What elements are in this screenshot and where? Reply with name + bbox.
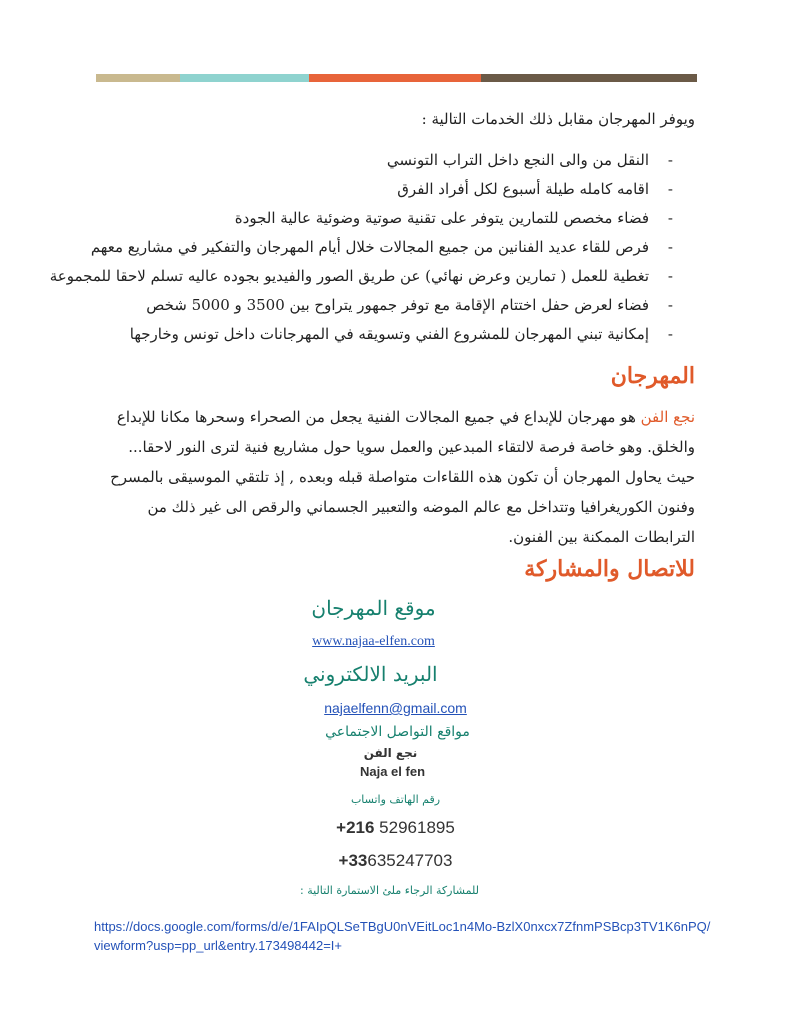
phone-code: +33 — [338, 851, 368, 870]
phone-number-tunisia — [0, 818, 791, 838]
bullet-dash: - — [667, 151, 673, 169]
email-label: البريد الالكتروني — [303, 662, 438, 686]
phone-digits: 635247703 — [367, 851, 453, 870]
phone-code: +216 — [336, 818, 375, 837]
site-label: موقع المهرجان — [311, 596, 436, 620]
phone-label: رقم الهاتف واتساب — [350, 793, 441, 806]
bar-segment-beige — [96, 74, 180, 82]
form-label: للمشاركة الرجاء ملئ الاستمارة التالية : — [300, 884, 479, 897]
bar-segment-teal — [180, 74, 309, 82]
list-item — [95, 292, 695, 321]
bullet-dash: - — [667, 296, 673, 314]
bar-segment-brown — [481, 74, 697, 82]
services-list — [49, 147, 695, 350]
list-item — [95, 205, 695, 234]
brand-name-latin: Naja el fen — [359, 764, 426, 779]
phone-number-france — [0, 851, 791, 871]
bullet-dash: - — [667, 267, 673, 285]
bullet-dash: - — [667, 180, 673, 198]
social-label: مواقع التواصل الاجتماعي — [325, 724, 470, 740]
list-item — [95, 147, 695, 176]
form-link[interactable]: https://docs.google.com/forms/d/e/1FAIpQLSeTBgU0nVEitLoc1n4Mo-BzlX0nxcx7ZfnmPSBcp3TV1K6nPQ/viewform?usp=pp_url&entry.173498442=I+ — [94, 919, 711, 953]
bullet-dash: - — [667, 325, 673, 343]
phone-digits: 52961895 — [374, 818, 455, 837]
bullet-dash: - — [667, 209, 673, 227]
bullet-dash: - — [667, 238, 673, 256]
list-item — [95, 321, 695, 350]
service-text: تغطية للعمل ( تمارين وعرض نهائي) عن طريق الصور والفيديو بجوده عاليه تسلم لاحقا للمجموعة — [49, 267, 649, 285]
bar-segment-orange — [309, 74, 481, 82]
list-item — [95, 176, 695, 205]
site-link[interactable]: www.najaa-elfen.com — [312, 634, 435, 649]
festival-text: هو مهرجان للإبداع في جميع المجالات الفنية يجعل من الصحراء وسحرها مكانا للإبداع والخلق. وهو خاصة فرصة لالتقاء المبدعين والعمل سويا حول مشاريع فنية لترى النور لاحقا... حيث يحاول المهرجان أن تكون هذه اللقاءات متواصلة قبله وبعده , إذ تلتقي الموسيقى بالمسرح وفنون الكوريغرافيا وتتداخل مع عالم الموضه والتعبير الجسماني والرقص الى غير ذلك من الترابطات الممكنة بين الفنون. — [110, 408, 695, 546]
services-intro: ويوفر المهرجان مقابل ذلك الخدمات التالية : — [421, 110, 695, 128]
festival-description — [95, 402, 695, 552]
list-item — [90, 234, 695, 263]
service-text: النقل من والى النجع داخل التراب التونسي — [386, 151, 649, 169]
service-text: فضاء مخصص للتمارين يتوفر على تقنية صوتية وضوئية عالية الجودة — [234, 209, 649, 227]
festival-name: نجع الفن — [640, 408, 695, 426]
service-text: إمكانية تبني المهرجان للمشروع الفني وتسويقه في المهرجانات داخل تونس وخارجها — [129, 325, 649, 343]
service-text: فضاء لعرض حفل اختتام الإقامة مع توفر جمهور يتراوح بين 3500 و 5000 شخص — [146, 296, 649, 314]
service-text: فرص للقاء عديد الفنانين من جميع المجالات خلال أيام المهرجان والتفكير في مشاريع معهم — [90, 238, 649, 256]
email-link[interactable]: najaelfenn@gmail.com — [324, 700, 467, 716]
brand-name-arabic: نجع الفن — [363, 746, 418, 760]
festival-heading: المهرجان — [610, 363, 695, 389]
service-text: اقامه كامله طيلة أسبوع لكل أفراد الفرق — [397, 180, 649, 198]
decorative-top-bar — [96, 74, 697, 82]
list-item — [49, 263, 695, 292]
contact-heading: للاتصال والمشاركة — [524, 556, 695, 582]
